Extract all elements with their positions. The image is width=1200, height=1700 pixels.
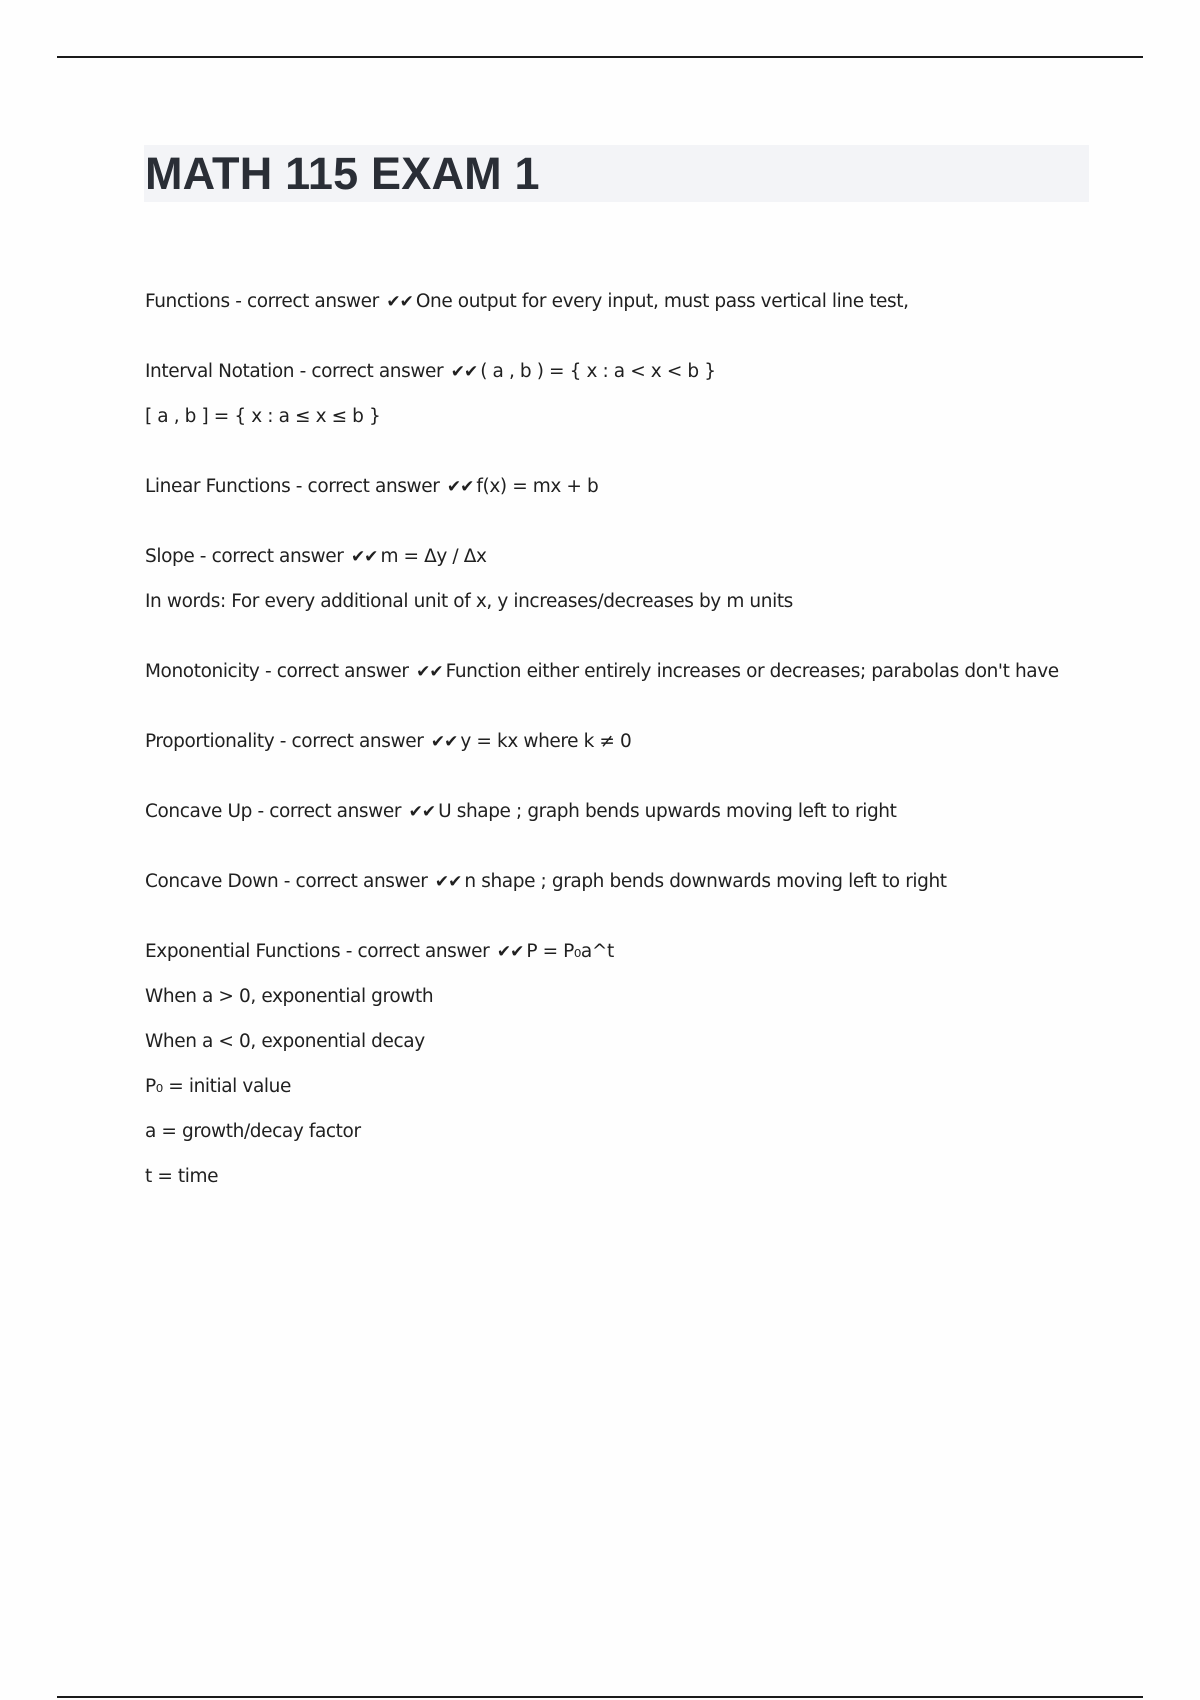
double-check-icon: ✔✔ xyxy=(408,802,436,822)
entry-term: Monotonicity xyxy=(145,661,260,682)
double-check-icon: ✔✔ xyxy=(386,292,413,312)
document-title: MATH 115 EXAM 1 xyxy=(145,148,540,199)
entry-detail-line: P₀ = initial value xyxy=(145,1076,291,1097)
qa-entry-list xyxy=(145,290,1105,1235)
entry-term: Concave Up xyxy=(145,801,252,822)
qa-entry xyxy=(145,475,1105,499)
entry-answer: Function either entirely increases or decreases; parabolas don't have xyxy=(445,661,1059,682)
entry-term: Concave Down xyxy=(145,871,279,892)
entry-separator: - correct answer xyxy=(259,661,415,682)
entry-term: Functions xyxy=(145,291,230,312)
entry-separator: - correct answer xyxy=(274,731,429,752)
entry-detail-line: a = growth/decay factor xyxy=(145,1121,361,1142)
qa-entry-main-line xyxy=(145,475,1105,499)
qa-entry xyxy=(145,290,1105,314)
qa-entry xyxy=(145,800,1105,824)
qa-entry xyxy=(145,545,1105,614)
header-rule xyxy=(57,56,1143,58)
qa-entry-main-line xyxy=(145,870,1105,894)
double-check-icon: ✔✔ xyxy=(434,872,462,892)
qa-entry xyxy=(145,730,1105,754)
qa-entry-main-line xyxy=(145,730,1105,754)
entry-term: Linear Functions xyxy=(145,476,291,497)
entry-answer: P = P₀a^t xyxy=(526,941,614,962)
qa-entry xyxy=(145,660,1105,684)
entry-detail-line: When a < 0, exponential decay xyxy=(145,1031,425,1052)
double-check-icon: ✔✔ xyxy=(446,477,474,497)
qa-entry-main-line xyxy=(145,800,1105,824)
entry-separator: - correct answer xyxy=(294,361,449,382)
qa-entry-main-line xyxy=(145,940,1105,964)
entry-term: Proportionality xyxy=(145,731,275,752)
entry-answer: U shape ; graph bends upwards moving left to right xyxy=(438,801,897,822)
qa-entry-main-line xyxy=(145,290,1105,314)
qa-entry xyxy=(145,940,1105,1189)
entry-answer: ( a , b ) = { x : a < x < b } xyxy=(480,361,716,382)
qa-entry-main-line xyxy=(145,660,1105,684)
entry-detail-line: When a > 0, exponential growth xyxy=(145,986,434,1007)
entry-separator: - correct answer xyxy=(278,871,433,892)
entry-detail-line: [ a , b ] = { x : a ≤ x ≤ b } xyxy=(145,406,381,427)
entry-term: Exponential Functions xyxy=(145,941,341,962)
entry-separator: - correct answer xyxy=(229,291,385,312)
entry-term: Slope xyxy=(145,546,195,567)
double-check-icon: ✔✔ xyxy=(430,732,458,752)
entry-answer: y = kx where k ≠ 0 xyxy=(460,731,632,752)
entry-answer: f(x) = mx + b xyxy=(476,476,599,497)
entry-separator: - correct answer xyxy=(290,476,445,497)
entry-answer: n shape ; graph bends downwards moving left to right xyxy=(464,871,947,892)
qa-entry xyxy=(145,870,1105,894)
double-check-icon: ✔✔ xyxy=(416,662,443,682)
footer-rule xyxy=(57,1696,1143,1698)
qa-entry-main-line xyxy=(145,360,1105,384)
double-check-icon: ✔✔ xyxy=(350,547,378,567)
entry-detail-line: In words: For every additional unit of x, y increases/decreases by m units xyxy=(145,591,793,612)
entry-answer: m = Δy / Δx xyxy=(380,546,487,567)
entry-answer: One output for every input, must pass vertical line test, xyxy=(415,291,909,312)
entry-term: Interval Notation xyxy=(145,361,295,382)
double-check-icon: ✔✔ xyxy=(496,942,524,962)
entry-separator: - correct answer xyxy=(194,546,349,567)
qa-entry xyxy=(145,360,1105,429)
entry-detail-line: t = time xyxy=(145,1166,219,1187)
entry-separator: - correct answer xyxy=(251,801,407,822)
entry-separator: - correct answer xyxy=(340,941,495,962)
double-check-icon: ✔✔ xyxy=(450,362,478,382)
qa-entry-main-line xyxy=(145,545,1105,569)
